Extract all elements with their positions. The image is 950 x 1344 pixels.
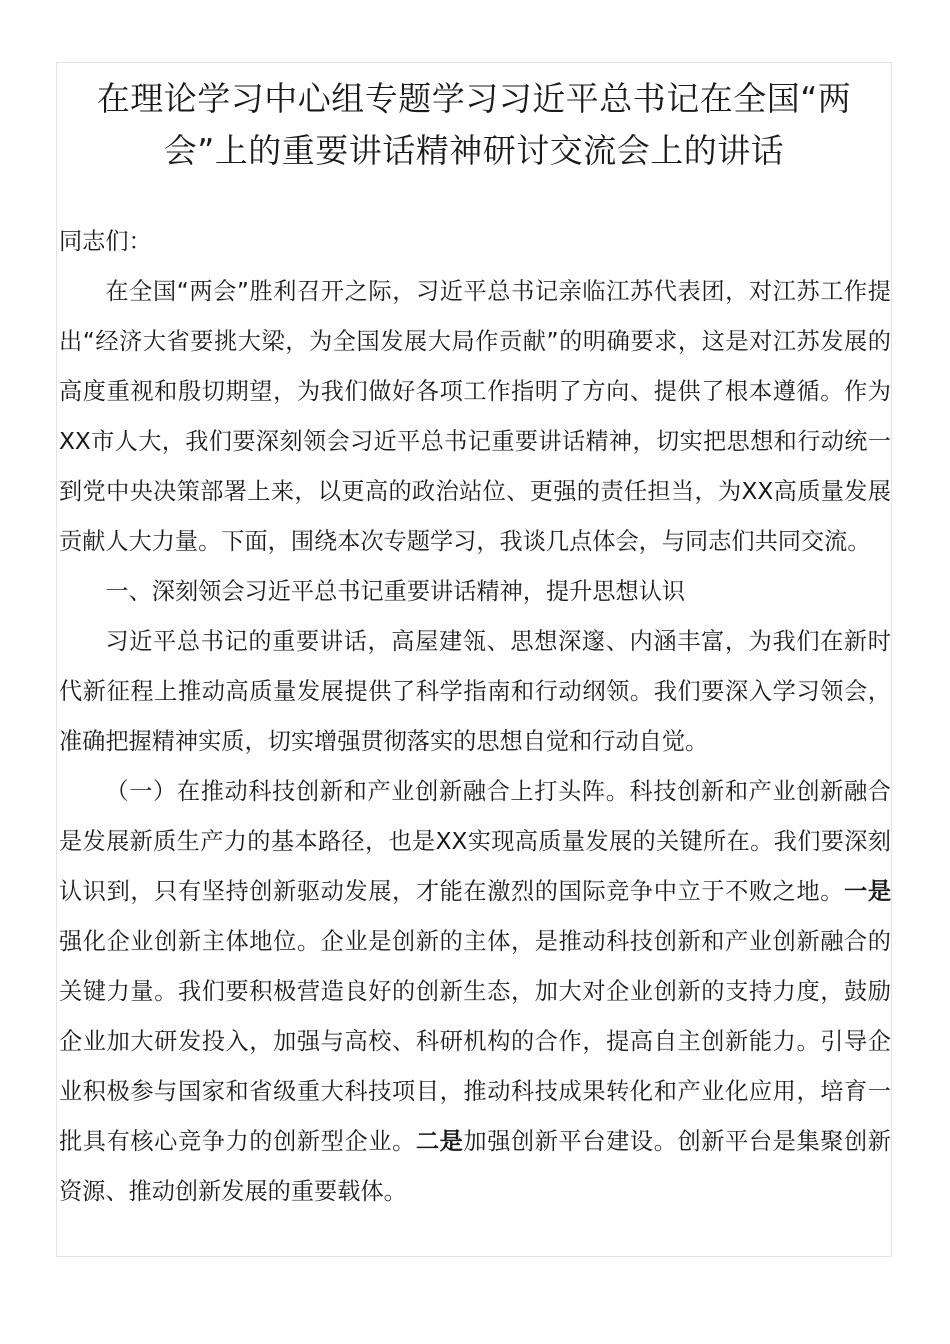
- document-body: [57, 217, 891, 1217]
- paragraph-text: 强化企业创新主体地位。企业是创新的主体，是推动科技创新和产业创新融合的关键力量。我们要积极营造良好的创新生态，加大对企业创新的支持力度，鼓励企业加大研发投入，加强与高校、科研机构的合作，提高自主创新能力。引导企业积极参与国家和省级重大科技项目，推动科技成果转化和产业化应用，培育一批具有核心竞争力的创新型企业。: [59, 928, 891, 1155]
- document-title: 在理论学习中心组专题学习习近平总书记在全国“两会”上的重要讲话精神研讨交流会上的讲话: [96, 79, 852, 170]
- emphasis-text: 二是: [415, 1128, 464, 1155]
- paragraph-text: 加强创新平台建设。创新平台是集聚创新资源、推动创新发展的重要载体。: [59, 1128, 891, 1205]
- section-heading: 一、深刻领会习近平总书记重要讲话精神，提升思想认识: [105, 578, 686, 605]
- intro-paragraph: 在全国“两会”胜利召开之际，习近平总书记亲临江苏代表团，对江苏工作提出“经济大省要挑大梁，为全国发展大局作贡献”的明确要求，这是对江苏发展的高度重视和殷切期望，为我们做好各项工作指明了方向、提供了根本遵循。作为XX市人大，我们要深刻领会习近平总书记重要讲话精神，切实把思想和行动统一到党中央决策部署上来，以更高的政治站位、更强的责任担当，为XX高质量发展贡献人大力量。下面，围绕本次专题学习，我谈几点体会，与同志们共同交流。: [59, 278, 891, 555]
- paragraph-text: （一）在推动科技创新和产业创新融合上打头阵。科技创新和产业创新融合是发展新质生产力的基本路径，也是XX实现高质量发展的关键所在。我们要深刻认识到，只有坚持创新驱动发展，才能在激烈的国际竞争中立于不败之地。: [59, 778, 891, 905]
- emphasis-text: 一是: [844, 878, 892, 905]
- document-page: [56, 62, 892, 1257]
- salutation: 同志们：: [59, 228, 152, 255]
- section-paragraph: 习近平总书记的重要讲话，高屋建瓴、思想深邃、内涵丰富，为我们在新时代新征程上推动高质量发展提供了科学指南和行动纲领。我们要深入学习领会，准确把握精神实质，切实增强贯彻落实的思想自觉和行动自觉。: [59, 628, 891, 755]
- subsection-paragraph: [59, 767, 891, 1217]
